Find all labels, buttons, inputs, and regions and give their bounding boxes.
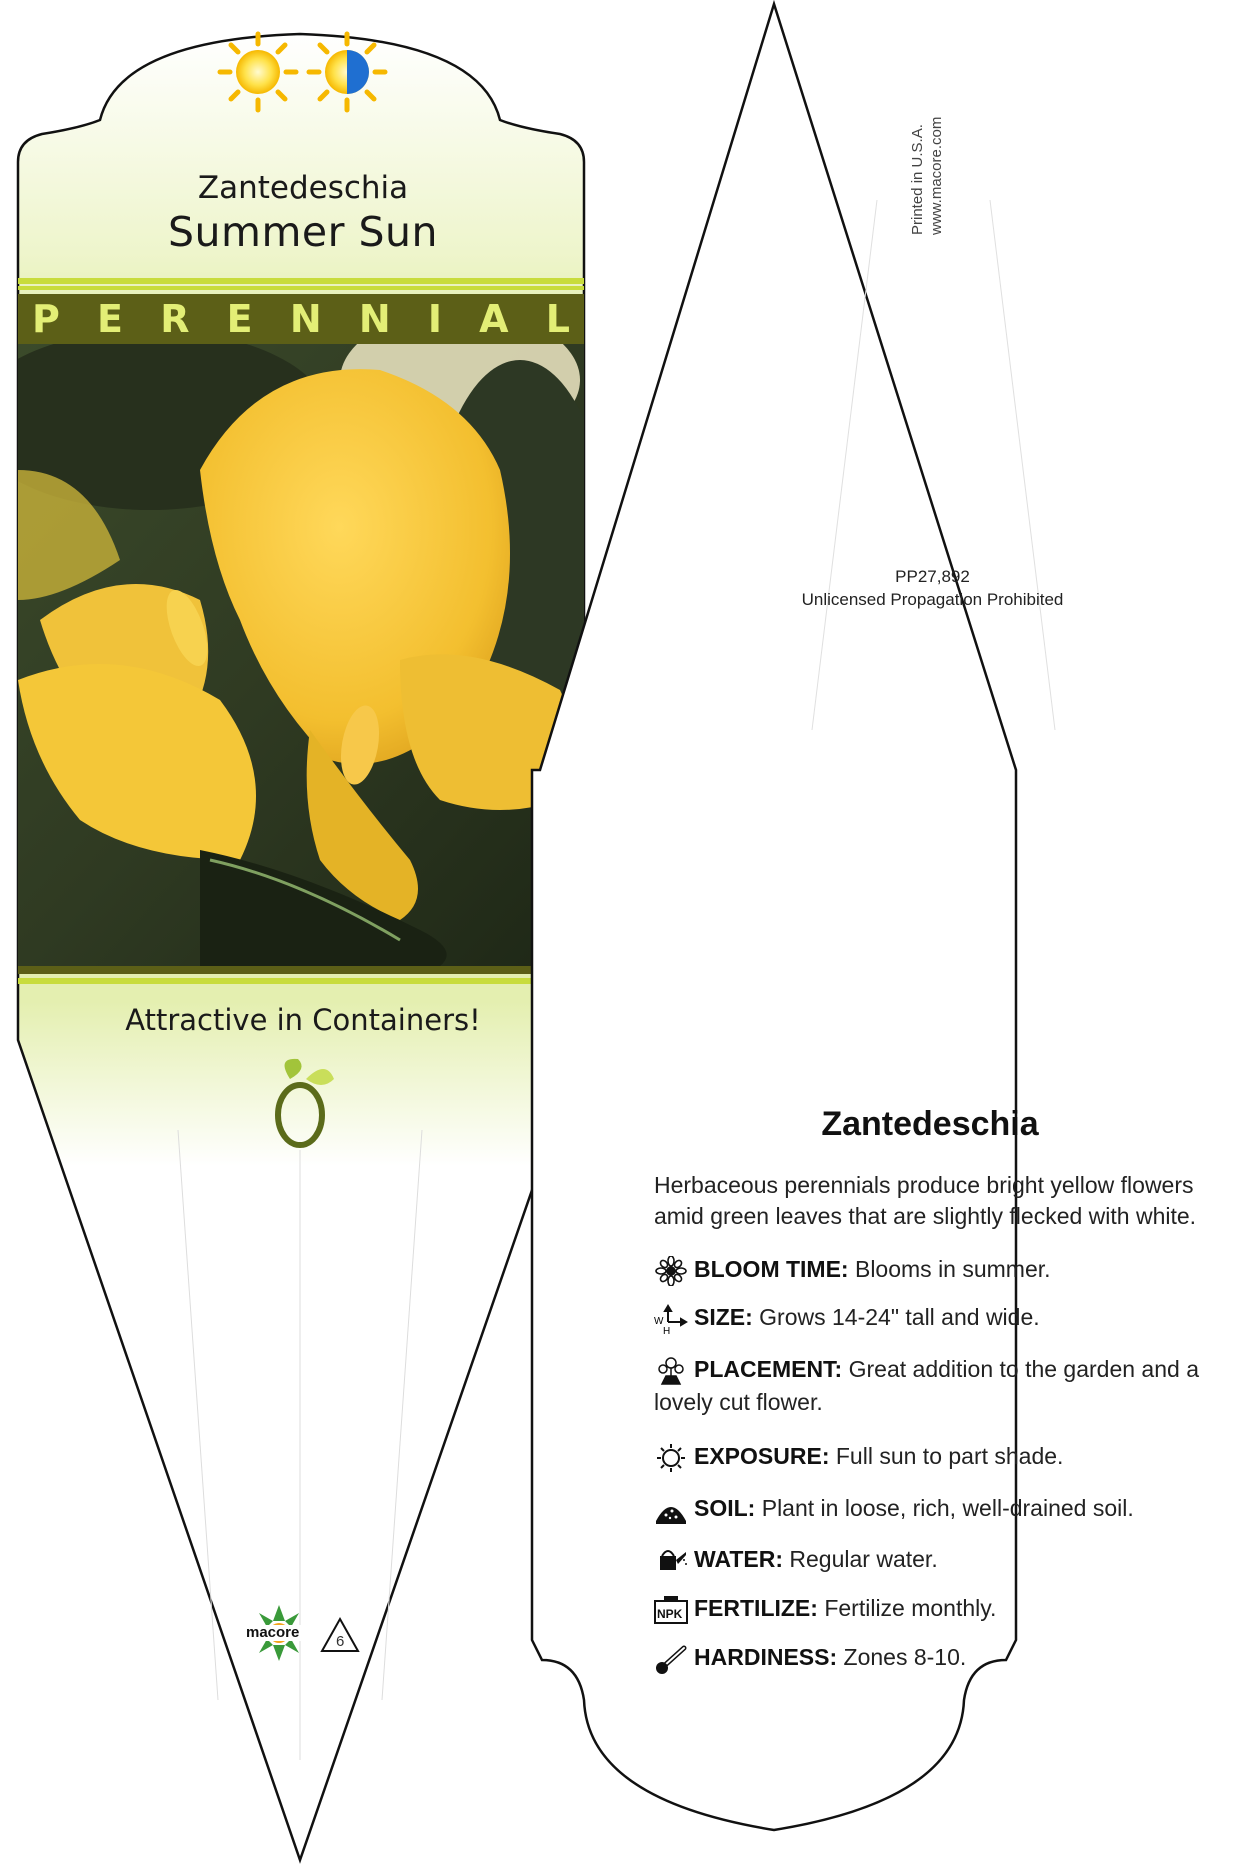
plant-genus: Zantedeschia (197, 170, 409, 206)
category-letter: A (479, 297, 509, 341)
patent-notice: Unlicensed Propagation Prohibited (801, 590, 1064, 609)
care-label: SOIL: (694, 1495, 762, 1521)
category-letter: N (358, 297, 391, 341)
flower-icon (654, 1256, 692, 1286)
svg-text:H: H (663, 1325, 671, 1334)
care-label: WATER: (694, 1546, 790, 1572)
website: www.macore.com (928, 116, 945, 235)
care-row-bloom-time (654, 1253, 1214, 1286)
category-letter: N (289, 297, 322, 341)
care-row-size (654, 1301, 1214, 1334)
care-row-fertilize (654, 1592, 1214, 1625)
care-text: Plant in loose, rich, well-drained soil. (761, 1495, 1134, 1521)
tagline: Attractive in Containers! (125, 1003, 481, 1037)
patent-block (730, 565, 1135, 611)
care-label: BLOOM TIME: (694, 1256, 855, 1282)
care-row-water (654, 1543, 1214, 1576)
care-text: Fertilize monthly. (824, 1595, 997, 1621)
care-row-exposure (654, 1440, 1214, 1473)
care-text: Zones 8-10. (843, 1644, 967, 1670)
category-letter: L (545, 297, 570, 341)
soil-icon (654, 1495, 692, 1525)
category-letter: E (226, 297, 253, 341)
care-text: Blooms in summer. (854, 1256, 1051, 1282)
care-row-hardiness (654, 1641, 1214, 1674)
care-label: EXPOSURE: (694, 1443, 836, 1469)
category-band (18, 294, 584, 344)
flower-photo (0, 310, 610, 966)
care-label: HARDINESS: (694, 1644, 844, 1670)
care-label: FERTILIZE: (694, 1595, 825, 1621)
thermometer-icon (654, 1644, 692, 1674)
printed-info (908, 117, 946, 235)
patent-number: PP27,892 (895, 567, 970, 586)
svg-text:W: W (654, 1315, 664, 1327)
part-sun-icon (309, 34, 385, 110)
care-text: Great addition to the garden and a lovely cut flower. (654, 1356, 1199, 1415)
plant-description: Herbaceous perennials produce bright yellow flowers amid green leaves that are slightly flecked with white. (654, 1172, 1197, 1229)
watering-can-icon (654, 1546, 692, 1576)
full-sun-icon (220, 34, 296, 110)
care-row-soil (654, 1492, 1214, 1525)
care-label: SIZE: (694, 1304, 760, 1330)
care-text: Regular water. (789, 1546, 938, 1572)
brand-name: macore (246, 1624, 300, 1641)
plant-cultivar: Summer Sun (168, 208, 438, 256)
back-title: Zantedeschia (821, 1105, 1039, 1143)
npk-icon (654, 1595, 692, 1625)
printed-location: Printed in U.S.A. (909, 124, 926, 235)
care-row-placement (654, 1353, 1214, 1418)
category-letter: E (97, 297, 124, 341)
svg-text:NPK: NPK (657, 1606, 683, 1621)
size-icon (654, 1304, 692, 1334)
category-letter: R (160, 297, 190, 341)
sun-icon (654, 1443, 692, 1473)
placement-icon (654, 1356, 692, 1386)
care-label: PLACEMENT: (694, 1356, 849, 1382)
recycle-code: 6 (336, 1633, 345, 1650)
category-letter: P (32, 297, 60, 341)
care-text: Full sun to part shade. (835, 1443, 1064, 1469)
care-text: Grows 14-24" tall and wide. (759, 1304, 1040, 1330)
category-letter: I (427, 297, 442, 341)
